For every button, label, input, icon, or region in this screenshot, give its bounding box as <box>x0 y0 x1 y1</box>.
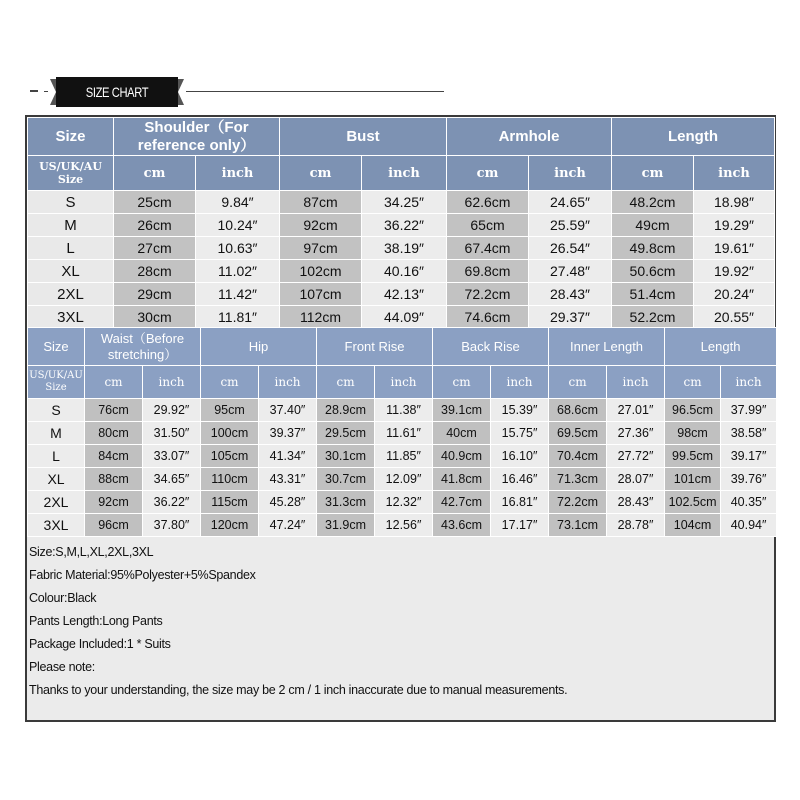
bottom-value-cell: 30.1cm <box>317 445 375 468</box>
note-line: Package Included:1 * Suits <box>29 637 171 651</box>
top-value-cell: 25cm <box>114 191 196 214</box>
bottom-unit-inch: inch <box>721 366 777 399</box>
bottom-value-cell: 15.39″ <box>491 399 549 422</box>
bottom-value-cell: 98cm <box>665 422 721 445</box>
bottom-row <box>28 422 777 445</box>
bottom-value-cell: 73.1cm <box>549 514 607 537</box>
top-value-cell: 28.43″ <box>529 283 612 306</box>
bottom-value-cell: 37.80″ <box>143 514 201 537</box>
top-size-cell: XL <box>28 260 114 283</box>
bottom-value-cell: 69.5cm <box>549 422 607 445</box>
bottom-value-cell: 88cm <box>85 468 143 491</box>
note-line: Colour:Black <box>29 591 97 605</box>
bottom-value-cell: 34.65″ <box>143 468 201 491</box>
bottom-value-cell: 11.61″ <box>375 422 433 445</box>
bottom-row <box>28 468 777 491</box>
bottom-unit-inch: inch <box>143 366 201 399</box>
bottom-size-cell: L <box>28 445 85 468</box>
bottom-value-cell: 17.17″ <box>491 514 549 537</box>
top-value-cell: 102cm <box>280 260 362 283</box>
bottom-row <box>28 445 777 468</box>
top-unit-cm: cm <box>114 156 196 191</box>
bottom-value-cell: 11.38″ <box>375 399 433 422</box>
top-value-cell: 20.24″ <box>694 283 775 306</box>
top-value-cell: 25.59″ <box>529 214 612 237</box>
bottom-value-cell: 40.94″ <box>721 514 777 537</box>
bottom-value-cell: 39.17″ <box>721 445 777 468</box>
note-line: Please note: <box>29 660 95 674</box>
bottom-header-waist: Waist（Before stretching） <box>85 328 201 366</box>
top-value-cell: 50.6cm <box>612 260 694 283</box>
bottom-value-cell: 96cm <box>85 514 143 537</box>
bottom-value-cell: 37.99″ <box>721 399 777 422</box>
size-chart-header <box>0 70 800 120</box>
bottom-header-inner-length: Inner Length <box>549 328 665 366</box>
top-value-cell: 74.6cm <box>447 306 529 329</box>
top-value-cell: 49cm <box>612 214 694 237</box>
top-value-cell: 72.2cm <box>447 283 529 306</box>
bottom-size-cell: XL <box>28 468 85 491</box>
bottom-value-cell: 29.92″ <box>143 399 201 422</box>
bottom-value-cell: 27.01″ <box>607 399 665 422</box>
top-value-cell: 30cm <box>114 306 196 329</box>
bottom-unit-inch: inch <box>375 366 433 399</box>
top-value-cell: 36.22″ <box>362 214 447 237</box>
bottom-header-length: Length <box>665 328 777 366</box>
top-value-cell: 9.84″ <box>196 191 280 214</box>
top-size-table <box>27 117 775 329</box>
top-unit-inch: inch <box>694 156 775 191</box>
bottom-value-cell: 115cm <box>201 491 259 514</box>
bottom-value-cell: 16.46″ <box>491 468 549 491</box>
bottom-value-cell: 28.43″ <box>607 491 665 514</box>
bottom-value-cell: 80cm <box>85 422 143 445</box>
bottom-value-cell: 120cm <box>201 514 259 537</box>
bottom-value-cell: 40cm <box>433 422 491 445</box>
top-value-cell: 97cm <box>280 237 362 260</box>
bottom-value-cell: 28.07″ <box>607 468 665 491</box>
bottom-value-cell: 39.76″ <box>721 468 777 491</box>
top-value-cell: 27.48″ <box>529 260 612 283</box>
bottom-size-table <box>27 327 777 537</box>
top-header-armhole: Armhole <box>447 118 612 156</box>
bottom-value-cell: 70.4cm <box>549 445 607 468</box>
bottom-unit-inch: inch <box>259 366 317 399</box>
bottom-value-cell: 96.5cm <box>665 399 721 422</box>
top-value-cell: 29cm <box>114 283 196 306</box>
top-unit-cm: cm <box>612 156 694 191</box>
top-value-cell: 26cm <box>114 214 196 237</box>
top-value-cell: 29.37″ <box>529 306 612 329</box>
size-chart-frame <box>25 115 776 722</box>
bottom-row <box>28 514 777 537</box>
bottom-value-cell: 101cm <box>665 468 721 491</box>
top-value-cell: 24.65″ <box>529 191 612 214</box>
bottom-value-cell: 104cm <box>665 514 721 537</box>
top-unit-inch: inch <box>196 156 280 191</box>
bottom-value-cell: 30.7cm <box>317 468 375 491</box>
top-size-cell: S <box>28 191 114 214</box>
bottom-unit-cm: cm <box>433 366 491 399</box>
bottom-value-cell: 15.75″ <box>491 422 549 445</box>
banner-title: SIZE CHART <box>85 84 149 100</box>
bottom-value-cell: 31.9cm <box>317 514 375 537</box>
bottom-unit-inch: inch <box>607 366 665 399</box>
bottom-value-cell: 76cm <box>85 399 143 422</box>
bottom-value-cell: 99.5cm <box>665 445 721 468</box>
bottom-value-cell: 47.24″ <box>259 514 317 537</box>
top-size-cell: M <box>28 214 114 237</box>
bottom-value-cell: 42.7cm <box>433 491 491 514</box>
bottom-value-cell: 92cm <box>85 491 143 514</box>
top-row <box>28 237 775 260</box>
bottom-value-cell: 33.07″ <box>143 445 201 468</box>
top-value-cell: 10.24″ <box>196 214 280 237</box>
top-value-cell: 27cm <box>114 237 196 260</box>
bottom-unit-cm: cm <box>85 366 143 399</box>
top-row <box>28 283 775 306</box>
bottom-unit-size: US/UK/AU Size <box>28 366 85 399</box>
bottom-value-cell: 71.3cm <box>549 468 607 491</box>
note-line: Pants Length:Long Pants <box>29 614 163 628</box>
note-line: Fabric Material:95%Polyester+5%Spandex <box>29 568 256 582</box>
bottom-value-cell: 43.31″ <box>259 468 317 491</box>
top-value-cell: 19.61″ <box>694 237 775 260</box>
top-value-cell: 42.13″ <box>362 283 447 306</box>
top-unit-cm: cm <box>447 156 529 191</box>
bottom-value-cell: 16.10″ <box>491 445 549 468</box>
bottom-value-cell: 40.9cm <box>433 445 491 468</box>
top-value-cell: 18.98″ <box>694 191 775 214</box>
bottom-value-cell: 40.35″ <box>721 491 777 514</box>
bottom-value-cell: 39.37″ <box>259 422 317 445</box>
bottom-unit-cm: cm <box>665 366 721 399</box>
bottom-header-hip: Hip <box>201 328 317 366</box>
note-line: Size:S,M,L,XL,2XL,3XL <box>29 545 154 559</box>
top-value-cell: 49.8cm <box>612 237 694 260</box>
bottom-header-front-rise: Front Rise <box>317 328 433 366</box>
bottom-value-cell: 28.9cm <box>317 399 375 422</box>
top-row <box>28 214 775 237</box>
bottom-value-cell: 36.22″ <box>143 491 201 514</box>
bottom-size-cell: 2XL <box>28 491 85 514</box>
size-chart-banner <box>48 75 186 109</box>
top-value-cell: 112cm <box>280 306 362 329</box>
top-table-body <box>28 191 775 329</box>
top-value-cell: 52.2cm <box>612 306 694 329</box>
top-value-cell: 44.09″ <box>362 306 447 329</box>
top-value-cell: 62.6cm <box>447 191 529 214</box>
bottom-row <box>28 491 777 514</box>
top-value-cell: 69.8cm <box>447 260 529 283</box>
bottom-value-cell: 100cm <box>201 422 259 445</box>
top-unit-size: US/UK/AU Size <box>28 156 114 191</box>
bottom-value-cell: 39.1cm <box>433 399 491 422</box>
bottom-value-cell: 12.32″ <box>375 491 433 514</box>
bottom-value-cell: 102.5cm <box>665 491 721 514</box>
top-size-cell: L <box>28 237 114 260</box>
top-value-cell: 11.02″ <box>196 260 280 283</box>
bottom-unit-cm: cm <box>317 366 375 399</box>
bottom-value-cell: 27.72″ <box>607 445 665 468</box>
bottom-unit-inch: inch <box>491 366 549 399</box>
bottom-unit-cm: cm <box>201 366 259 399</box>
top-unit-cm: cm <box>280 156 362 191</box>
bottom-value-cell: 29.5cm <box>317 422 375 445</box>
note-line: Thanks to your understanding, the size may be 2 cm / 1 inch inaccurate due to manual measurements. <box>29 683 568 697</box>
top-size-cell: 3XL <box>28 306 114 329</box>
top-value-cell: 20.55″ <box>694 306 775 329</box>
top-row <box>28 306 775 329</box>
top-header-shoulder: Shoulder（For reference only） <box>114 118 280 156</box>
top-row <box>28 260 775 283</box>
top-value-cell: 10.63″ <box>196 237 280 260</box>
top-value-cell: 26.54″ <box>529 237 612 260</box>
bottom-value-cell: 105cm <box>201 445 259 468</box>
bottom-table-body <box>28 399 777 537</box>
header-dash <box>30 90 38 92</box>
bottom-unit-cm: cm <box>549 366 607 399</box>
top-unit-inch: inch <box>362 156 447 191</box>
bottom-value-cell: 12.09″ <box>375 468 433 491</box>
bottom-value-cell: 11.85″ <box>375 445 433 468</box>
top-value-cell: 34.25″ <box>362 191 447 214</box>
top-value-cell: 92cm <box>280 214 362 237</box>
bottom-value-cell: 38.58″ <box>721 422 777 445</box>
bottom-size-cell: S <box>28 399 85 422</box>
top-value-cell: 87cm <box>280 191 362 214</box>
top-value-cell: 40.16″ <box>362 260 447 283</box>
top-row <box>28 191 775 214</box>
bottom-row <box>28 399 777 422</box>
bottom-value-cell: 16.81″ <box>491 491 549 514</box>
top-header-length: Length <box>612 118 775 156</box>
bottom-size-cell: 3XL <box>28 514 85 537</box>
top-value-cell: 107cm <box>280 283 362 306</box>
top-value-cell: 51.4cm <box>612 283 694 306</box>
bottom-value-cell: 68.6cm <box>549 399 607 422</box>
bottom-value-cell: 12.56″ <box>375 514 433 537</box>
bottom-size-cell: M <box>28 422 85 445</box>
bottom-value-cell: 95cm <box>201 399 259 422</box>
top-unit-inch: inch <box>529 156 612 191</box>
top-value-cell: 28cm <box>114 260 196 283</box>
bottom-value-cell: 28.78″ <box>607 514 665 537</box>
bottom-value-cell: 31.50″ <box>143 422 201 445</box>
bottom-value-cell: 110cm <box>201 468 259 491</box>
top-value-cell: 48.2cm <box>612 191 694 214</box>
top-value-cell: 11.42″ <box>196 283 280 306</box>
bottom-header-size: Size <box>28 328 85 366</box>
bottom-value-cell: 41.8cm <box>433 468 491 491</box>
bottom-value-cell: 41.34″ <box>259 445 317 468</box>
top-value-cell: 11.81″ <box>196 306 280 329</box>
top-header-bust: Bust <box>280 118 447 156</box>
bottom-value-cell: 45.28″ <box>259 491 317 514</box>
top-value-cell: 67.4cm <box>447 237 529 260</box>
bottom-value-cell: 84cm <box>85 445 143 468</box>
bottom-value-cell: 37.40″ <box>259 399 317 422</box>
top-value-cell: 19.29″ <box>694 214 775 237</box>
top-header-size: Size <box>28 118 114 156</box>
bottom-value-cell: 27.36″ <box>607 422 665 445</box>
bottom-header-back-rise: Back Rise <box>433 328 549 366</box>
bottom-value-cell: 72.2cm <box>549 491 607 514</box>
top-size-cell: 2XL <box>28 283 114 306</box>
bottom-value-cell: 31.3cm <box>317 491 375 514</box>
product-notes <box>27 541 772 702</box>
top-value-cell: 65cm <box>447 214 529 237</box>
bottom-value-cell: 43.6cm <box>433 514 491 537</box>
top-value-cell: 19.92″ <box>694 260 775 283</box>
top-value-cell: 38.19″ <box>362 237 447 260</box>
